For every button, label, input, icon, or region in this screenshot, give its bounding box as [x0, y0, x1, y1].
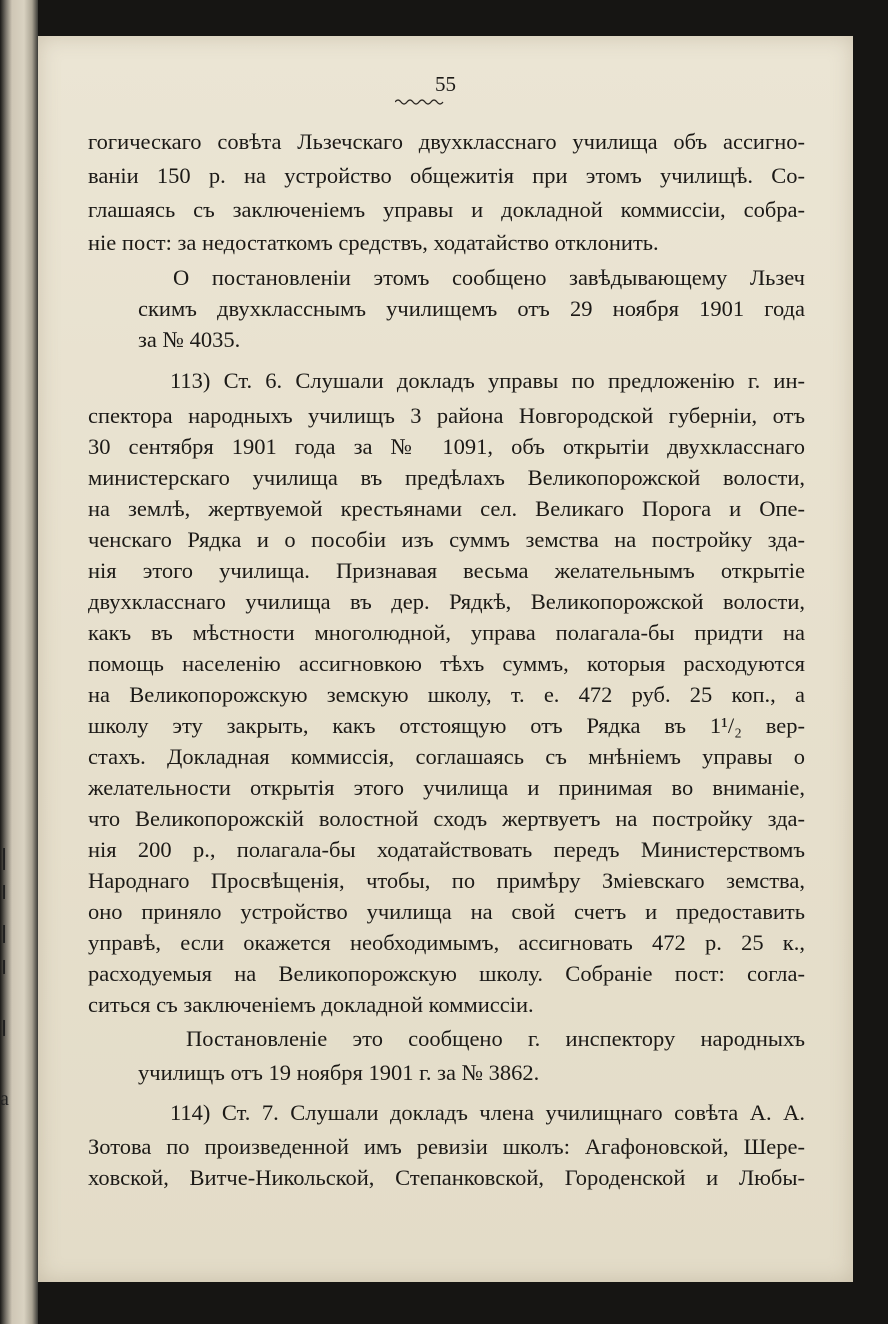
text-line: спектора народныхъ училищъ 3 района Новгородской губерніи, отъ: [88, 403, 805, 428]
text-line: двухкласснаго училища въ дер. Рядкѣ, Великопорожской волости,: [88, 589, 805, 614]
text-line: Народнаго Просвѣщенія, чтобы, по примѣру Зміевскаго земства,: [88, 868, 805, 893]
text-line: 30 сентября 1901 года за № 1091, объ открытіи двухкласснаго: [88, 434, 805, 459]
text-line: ніе пост: за недостаткомъ средствъ, ходатайство отклонить.: [88, 230, 659, 255]
text-line: стахъ. Докладная коммиссія, соглашаясь съ мнѣніемъ управы о: [88, 744, 805, 769]
text-line: расходуемыя на Великопорожскую школу. Собраніе пост: согла-: [88, 961, 805, 986]
text-line: что Великопорожскій волостной сходъ жертвуетъ на постройку зда-: [88, 806, 805, 831]
text-line: желательности открытія этого училища и принимая во вниманіе,: [88, 775, 805, 800]
text-line: гогическаго совѣта Льзечскаго двухкласснаго училища объ ассигно-: [88, 129, 805, 154]
text-line: нія 200 р., полагала-бы ходатайствовать передъ Министерствомъ: [88, 837, 805, 862]
page-number-ornament: [395, 98, 445, 106]
text-line: управѣ, если окажется необходимымъ, ассигновать 472 р. 25 к.,: [88, 930, 805, 955]
text-line: ченскаго Рядка и о пособіи изъ суммъ земства на постройку зда-: [88, 527, 805, 552]
text-line: оно приняло устройство училища на свой счетъ и предоставить: [88, 899, 805, 924]
text-line: Постановленіе это сообщено г. инспектору народныхъ: [186, 1026, 805, 1051]
text-line: училищъ отъ 19 ноября 1901 г. за № 3862.: [138, 1060, 540, 1085]
adjacent-page-letter: a: [0, 1088, 9, 1110]
text-line: ваніи 150 р. на устройство общежитія при этомъ училищѣ. Со-: [88, 163, 805, 188]
text-line: на Великопорожскую земскую школу, т. е. 472 руб. 25 коп., а: [88, 682, 805, 707]
page-number: 55: [435, 72, 456, 96]
text-line: за № 4035.: [138, 327, 241, 352]
adjacent-page-mark: [3, 885, 5, 899]
text-line: ситься съ заключеніемъ докладной коммиссіи.: [88, 992, 534, 1017]
book-page: [38, 36, 853, 1282]
text-line: школу эту закрыть, какъ отстоящую отъ Рядка въ 1¹/₂ вер-: [88, 713, 805, 738]
text-line: помощь населенію ассигновкою тѣхъ суммъ, которыя расходуются: [88, 651, 805, 676]
adjacent-page-mark: [3, 960, 5, 974]
adjacent-page-mark: [3, 925, 5, 943]
adjacent-page-edge: [0, 0, 38, 1324]
text-line: министерскаго училища въ предѣлахъ Великопорожской волости,: [88, 465, 805, 490]
text-line: глашаясь съ заключеніемъ управы и докладной коммиссіи, собра-: [88, 197, 805, 222]
text-line: 114) Ст. 7. Слушали докладъ члена училищнаго совѣта А. А.: [170, 1100, 805, 1125]
text-line: О постановленіи этомъ сообщено завѣдывающему Льзеч: [173, 265, 805, 290]
text-line: какъ въ мѣстности многолюдной, управа полагала-бы придти на: [88, 620, 805, 645]
text-line: скимъ двухкласснымъ училищемъ отъ 29 ноября 1901 года: [138, 296, 805, 321]
text-line: Зотова по произведенной имъ ревизіи школъ: Агафоновской, Шере-: [88, 1134, 805, 1159]
adjacent-page-mark: [3, 1020, 5, 1036]
text-line: нія этого училища. Признавая весьма желательнымъ открытіе: [88, 558, 805, 583]
adjacent-page-mark: [3, 848, 5, 870]
text-line: 113) Ст. 6. Слушали докладъ управы по предложенію г. ин-: [170, 368, 805, 393]
text-line: ховской, Витче-Никольской, Степанковской, Городенской и Любы-: [88, 1165, 805, 1190]
text-line: на землѣ, жертвуемой крестьянами сел. Великаго Порога и Опе-: [88, 496, 805, 521]
